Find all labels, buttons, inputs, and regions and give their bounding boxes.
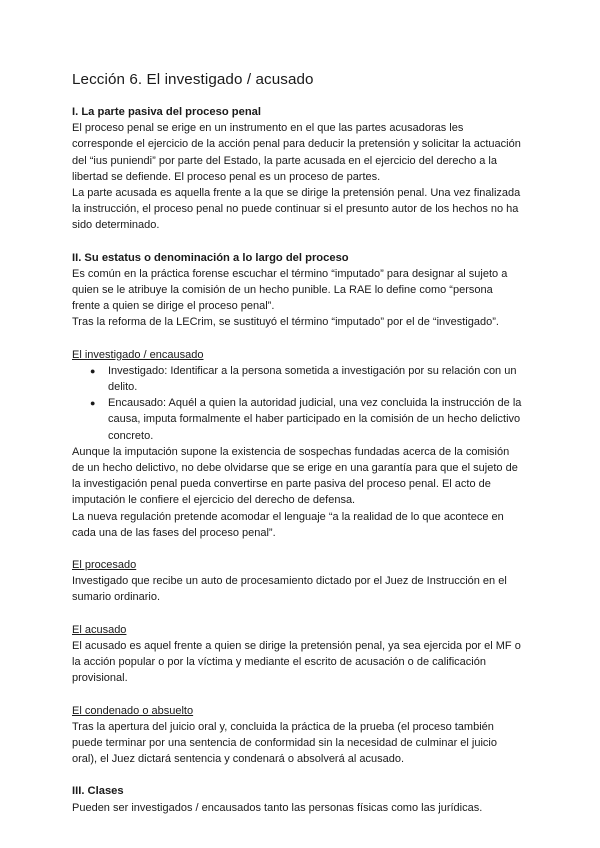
- bullet-icon: ●: [90, 398, 96, 409]
- paragraph-line: sumario ordinario.: [72, 591, 161, 604]
- paragraph-line: Aunque la imputación supone la existencia de sospechas fundadas acerca de la comisión: [72, 445, 510, 458]
- list-item-line: Investigado: Identificar a la persona sometida a investigación por su relación con un: [108, 364, 517, 377]
- paragraph-line: corresponde el ejercicio de la acción penal para deducir la pretensión y solicitar la actuación: [72, 138, 521, 151]
- paragraph-line: quien se le atribuye la comisión de un hecho punible. La RAE lo define como “persona: [72, 284, 493, 297]
- list-item: [72, 363, 528, 395]
- section-heading: I. La parte pasiva del proceso penal: [72, 106, 262, 118]
- section-clases: [72, 783, 528, 815]
- paragraph-line: Investigado que recibe un auto de procesamiento dictado por el Juez de Instrucción en el: [72, 575, 507, 588]
- section-estatus: [72, 250, 528, 768]
- paragraph-line: la acción popular o por la víctima y mediante el escrito de acusación o de calificación: [72, 656, 486, 669]
- section-parte-pasiva: [72, 104, 528, 234]
- list-item-line: concreto.: [108, 429, 154, 442]
- list-item: [72, 395, 528, 444]
- paragraph-line: Tras la reforma de la LECrim, se sustituyó el término “imputado” por el de “investigado”.: [72, 316, 499, 329]
- subheading-investigado: El investigado / encausado: [72, 348, 204, 361]
- paragraph-line: la investigación penal pueda convertirse en parte pasiva del proceso penal. El acto de: [72, 478, 491, 491]
- page-title: Lección 6. El investigado / acusado: [72, 71, 314, 88]
- subheading-procesado: El procesado: [72, 559, 137, 572]
- section-heading: II. Su estatus o denominación a lo largo del proceso: [72, 251, 349, 264]
- paragraph-line: La parte acusada es aquella frente a la que se dirige la pretensión penal. Una vez finalizada: [72, 187, 521, 200]
- paragraph-line: Tras la apertura del juicio oral y, concluida la práctica de la prueba (el proceso también: [72, 720, 494, 733]
- list-item-line: causa, imputa formalmente el haber participado en la comisión de un hecho delictivo: [108, 413, 521, 426]
- paragraph-line: puede terminar por una sentencia de conformidad sin la necesidad de culminar el juicio: [72, 736, 497, 749]
- paragraph-line: del “ius puniendi” por parte del Estado, la parte acusada en el ejercicio del derecho a la: [72, 154, 497, 167]
- subheading-acusado: El acusado: [72, 623, 127, 636]
- paragraph-line: El acusado es aquel frente a quien se dirige la pretensión penal, ya sea ejercida por el MF o: [72, 639, 521, 652]
- paragraph-line: Pueden ser investigados / encausados tanto las personas físicas como las jurídicas.: [72, 801, 483, 814]
- paragraph-line: sido determinado.: [72, 219, 160, 232]
- list-item-line: delito.: [108, 381, 138, 394]
- paragraph-line: la instrucción, el proceso penal no puede continuar si el presunto autor de los hechos no ha: [72, 203, 519, 216]
- paragraph-line: frente a quien se dirige el proceso penal”.: [72, 300, 275, 313]
- subheading-condenado: El condenado o absuelto: [72, 704, 194, 717]
- bullet-icon: ●: [90, 365, 96, 376]
- paragraph-line: cada una de las fases del proceso penal”.: [72, 526, 276, 539]
- paragraph-line: libertad se defiende. El proceso penal es un proceso de partes.: [72, 170, 381, 183]
- paragraph-line: El proceso penal se erige en un instrumento en el que las partes acusadoras les: [72, 122, 464, 135]
- section-heading: III. Clases: [72, 785, 124, 798]
- paragraph-line: imputación le confiere el ejercicio del derecho de defensa.: [72, 494, 356, 507]
- list-item-line: Encausado: Aquél a quien la autoridad judicial, una vez concluida la instrucción de la: [108, 397, 522, 410]
- paragraph-line: Es común en la práctica forense escuchar el término “imputado” para designar al sujeto a: [72, 267, 508, 280]
- paragraph-line: provisional.: [72, 672, 128, 685]
- paragraph-line: La nueva regulación pretende acomodar el lenguaje “a la realidad de lo que acontece en: [72, 510, 504, 523]
- paragraph-line: de un hecho delictivo, no debe olvidarse que se erige en una garantía para que el sujeto de: [72, 462, 518, 475]
- bullet-list: [72, 363, 528, 444]
- paragraph-line: oral), el Juez dictará sentencia y condenará o absolverá al acusado.: [72, 753, 405, 766]
